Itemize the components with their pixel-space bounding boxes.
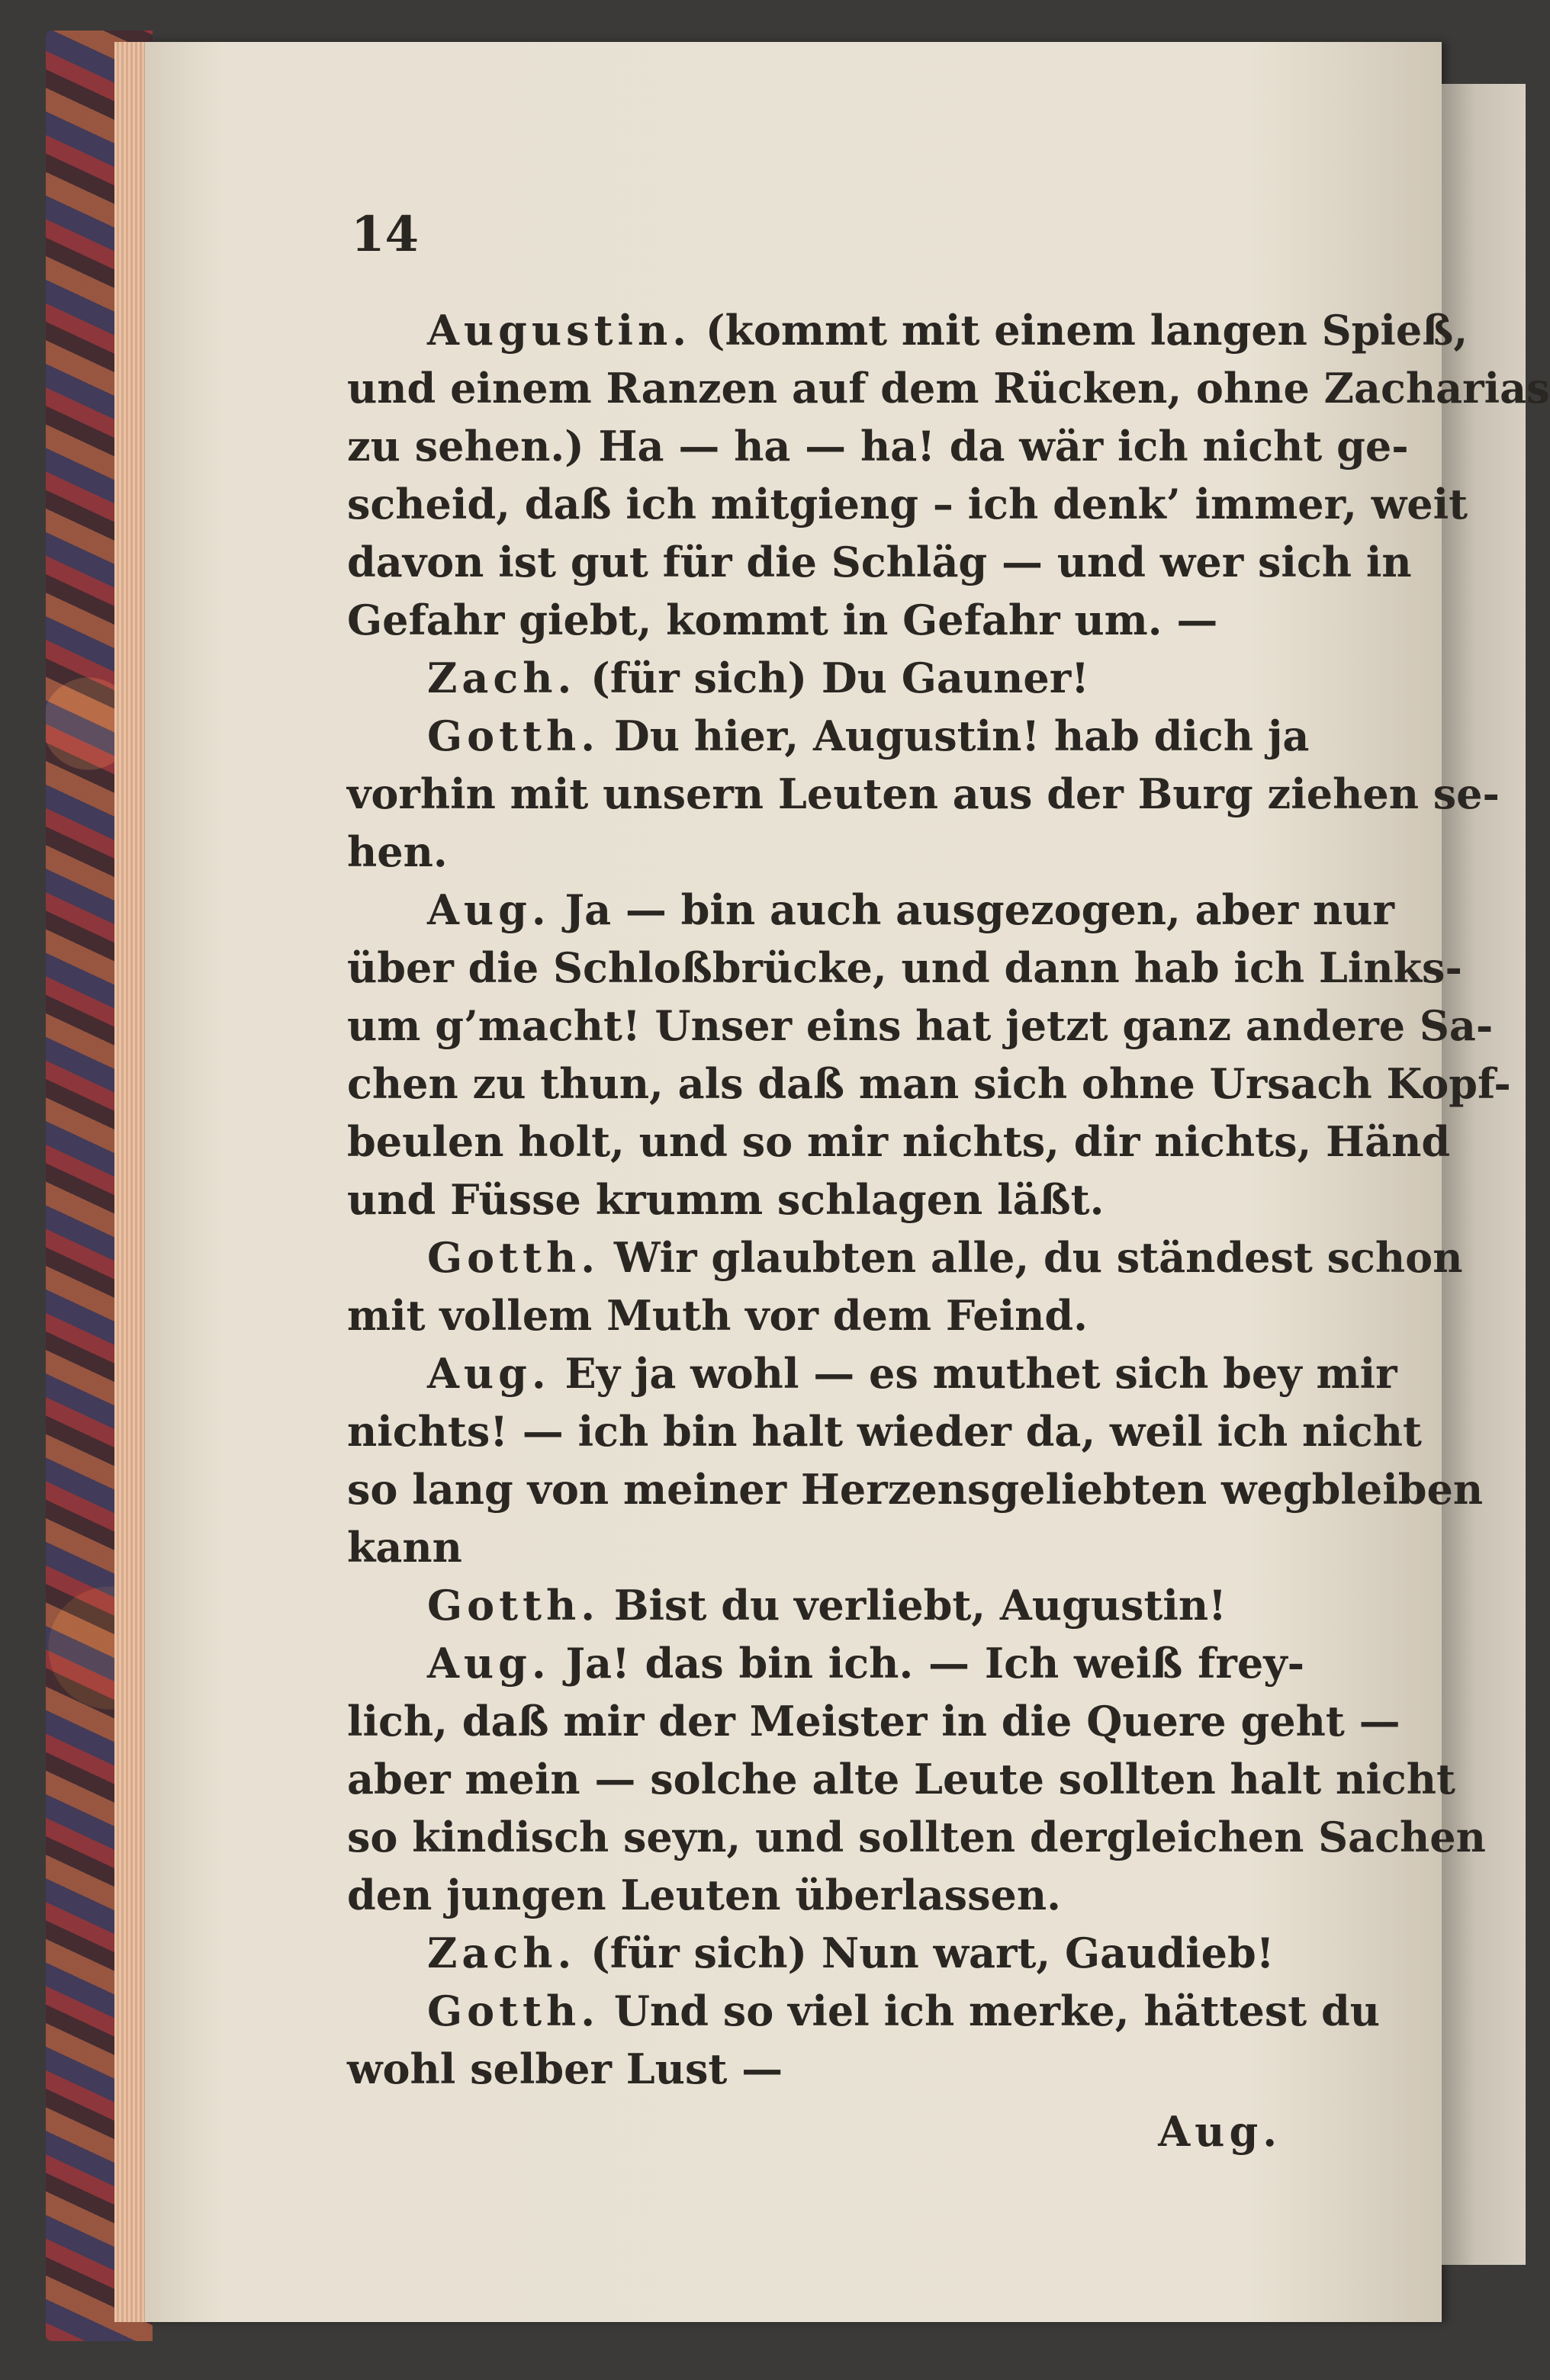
text-line	[347, 1750, 1455, 1808]
line-text: Wir glaubten alle, du ständest schon	[600, 1233, 1463, 1282]
line-text: Ey ja wohl — es muthet sich bey mir	[550, 1349, 1397, 1398]
text-line	[347, 765, 1500, 823]
line-text: chen zu thun, als daß man sich ohne Ursach Kopf-	[347, 1059, 1511, 1108]
line-text: und Füsse krumm schlagen läßt.	[347, 1175, 1105, 1224]
line-text: beulen holt, und so mir nichts, dir nichts, Händ	[347, 1117, 1451, 1166]
speaker-name: Gotth.	[427, 1233, 600, 1282]
text-line	[347, 1171, 1304, 1229]
line-text: zu sehen.) Ha — ha — ha! da wär ich nicht ge-	[347, 422, 1409, 471]
line-text: Bist du verliebt, Augustin!	[600, 1581, 1227, 1630]
text-line	[347, 591, 1304, 649]
text-line	[347, 1924, 1304, 1982]
line-text: Ja — bin auch ausgezogen, aber nur	[550, 885, 1394, 934]
text-line	[347, 533, 1412, 591]
line-text: scheid, daß ich mitgieng – ich denk’ immer, weit	[347, 480, 1468, 528]
speaker-name: Aug.	[427, 1349, 551, 1398]
text-line	[347, 2040, 1304, 2098]
speaker-name: Aug.	[427, 1639, 551, 1688]
text-line	[347, 1518, 1304, 1576]
text-line	[347, 1692, 1400, 1750]
page-text	[347, 301, 1550, 2160]
line-text: nichts! — ich bin halt wieder da, weil ich nicht	[347, 1407, 1422, 1456]
line-text: lich, daß mir der Meister in die Quere geht —	[347, 1697, 1400, 1746]
line-text: um g’macht! Unser eins hat jetzt ganz andere Sa-	[347, 1001, 1494, 1050]
text-line	[347, 1982, 1381, 2040]
line-text: so kindisch seyn, und sollten dergleichen Sachen	[347, 1813, 1486, 1861]
catchword: Aug.	[1158, 2107, 1281, 2156]
text-line	[347, 1460, 1484, 1518]
text-line	[347, 1576, 1304, 1634]
speaker-name: Zach.	[427, 1929, 577, 1977]
line-text: (für sich) Du Gauner!	[576, 654, 1089, 702]
speaker-name: Gotth.	[427, 1581, 600, 1630]
line-text: über die Schloßbrücke, und dann hab ich Links-	[347, 943, 1462, 992]
speaker-name: Zach.	[427, 654, 577, 702]
line-text: so lang von meiner Herzensgeliebten wegbleiben	[347, 1465, 1484, 1514]
text-line	[347, 475, 1468, 533]
text-line	[347, 301, 1468, 359]
line-text: (für sich) Nun wart, Gaudieb!	[576, 1929, 1275, 1977]
speaker-name: Gotth.	[427, 711, 600, 760]
text-line	[347, 707, 1310, 765]
line-text: Ja! das bin ich. — Ich weiß frey-	[550, 1639, 1304, 1688]
text-line	[347, 1055, 1511, 1113]
line-text: Und so viel ich merke, hättest du	[600, 1987, 1381, 2035]
text-line	[347, 997, 1494, 1055]
text-line	[347, 1866, 1304, 1924]
text-line	[347, 1808, 1486, 1866]
speaker-name: Gotth.	[427, 1987, 600, 2035]
text-line	[347, 1344, 1397, 1402]
text-line	[347, 1286, 1304, 1344]
line-text: kann	[347, 1523, 462, 1572]
text-line	[347, 1229, 1463, 1286]
page-number: 14	[351, 206, 420, 263]
text-line	[347, 939, 1462, 997]
line-text: Du hier, Augustin! hab dich ja	[600, 711, 1310, 760]
line-text: (kommt mit einem langen Spieß,	[691, 306, 1468, 355]
text-line	[347, 359, 1550, 417]
line-text: und einem Ranzen auf dem Rücken, ohne Zacharias	[347, 364, 1550, 413]
line-text: davon ist gut für die Schläg — und wer sich in	[347, 538, 1412, 586]
text-line	[347, 881, 1394, 939]
speaker-name: Aug.	[427, 885, 551, 934]
text-line	[347, 417, 1409, 475]
line-text: Gefahr giebt, kommt in Gefahr um. —	[347, 596, 1218, 644]
line-text: den jungen Leuten überlassen.	[347, 1871, 1061, 1919]
text-line	[347, 1113, 1451, 1171]
line-text: aber mein — solche alte Leute sollten halt nicht	[347, 1755, 1455, 1803]
text-line	[347, 823, 1304, 881]
text-line	[347, 1402, 1422, 1460]
line-text: hen.	[347, 827, 448, 876]
text-line	[347, 649, 1304, 707]
text-line	[347, 1634, 1304, 1692]
speaker-name: Augustin.	[427, 306, 692, 355]
line-text: wohl selber Lust —	[347, 2044, 783, 2093]
line-text: mit vollem Muth vor dem Feind.	[347, 1291, 1088, 1340]
line-text: vorhin mit unsern Leuten aus der Burg ziehen se-	[347, 769, 1500, 818]
